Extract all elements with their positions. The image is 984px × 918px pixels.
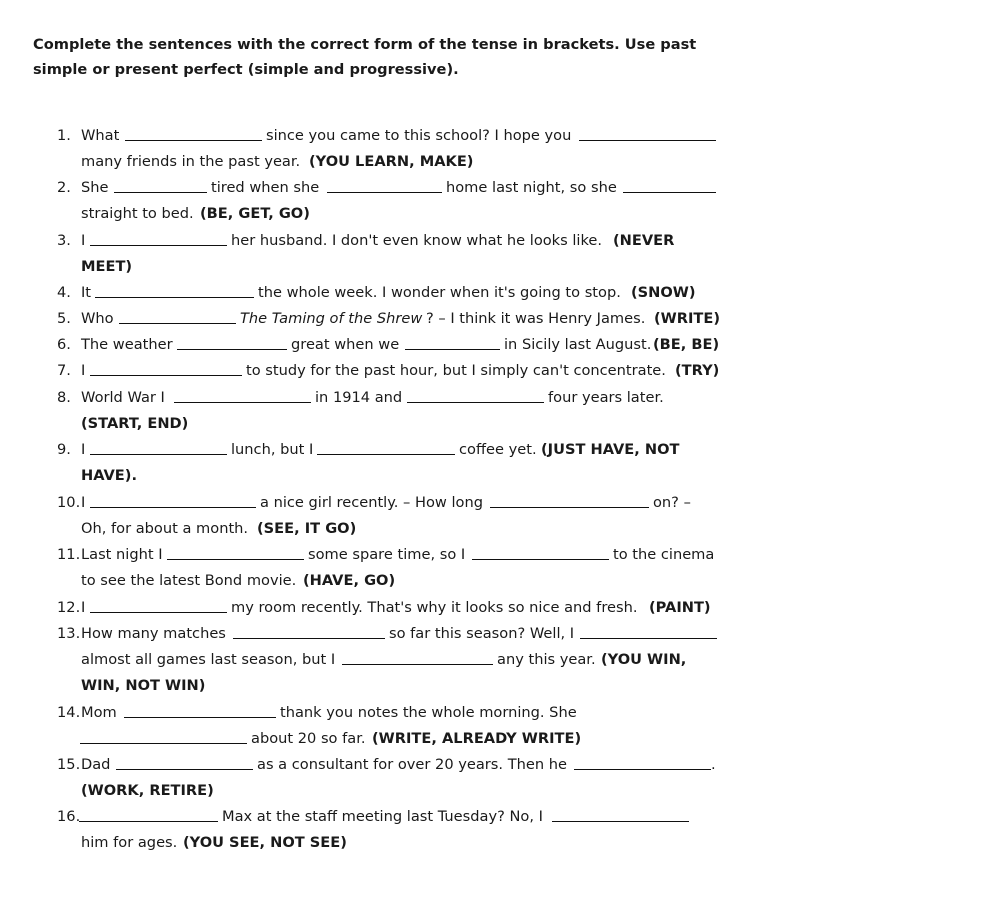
verb-hint: (NEVER <box>613 232 675 249</box>
sentence-text: in 1914 and <box>315 389 403 406</box>
item-number: 2. <box>57 179 71 196</box>
verb-hint: (SEE, IT GO) <box>257 520 357 537</box>
sentence-text: since you came to this school? I hope you <box>266 127 572 144</box>
verb-hint: (YOU LEARN, MAKE) <box>309 153 474 170</box>
sentence-text: to the cinema <box>613 546 715 563</box>
sentence-text: I <box>81 494 86 511</box>
answer-blank[interactable] <box>552 821 689 822</box>
verb-hint: (WRITE) <box>654 310 721 327</box>
verb-hint: WIN, NOT WIN) <box>81 677 206 694</box>
verb-hint: (START, END) <box>81 415 189 432</box>
sentence-text: her husband. I don't even know what he looks like. <box>231 232 603 249</box>
sentence-text: coffee yet. <box>459 441 537 458</box>
verb-hint: (YOU SEE, NOT SEE) <box>183 834 347 851</box>
sentence-text: almost all games last season, but I <box>81 651 336 668</box>
sentence-text: ? – I think it was Henry James. <box>426 310 646 327</box>
sentence-text: I <box>81 232 86 249</box>
sentence-text: to study for the past hour, but I simply can't concentrate. <box>246 362 666 379</box>
answer-blank[interactable] <box>342 664 493 665</box>
item-number: 3. <box>57 232 71 249</box>
verb-hint: (HAVE, GO) <box>303 572 396 589</box>
item-number: 8. <box>57 389 71 406</box>
sentence-text: on? – <box>653 494 691 511</box>
sentence-text: Dad <box>81 756 111 773</box>
answer-blank[interactable] <box>124 717 276 718</box>
answer-blank[interactable] <box>233 638 385 639</box>
instructions: Complete the sentences with the correct form of the tense in brackets. Use past simple or present perfect (simple and progressive). <box>33 36 697 78</box>
sentence-text: some spare time, so I <box>308 546 466 563</box>
answer-blank[interactable] <box>114 192 207 193</box>
verb-hint: (SNOW) <box>631 284 696 301</box>
item-number: 7. <box>57 362 71 379</box>
sentence-text: I <box>81 441 86 458</box>
sentence-text: tired when she <box>211 179 320 196</box>
sentence-text: straight to bed. <box>81 205 194 222</box>
answer-blank[interactable] <box>80 743 247 744</box>
sentence-text: him for ages. <box>81 834 178 851</box>
answer-blank[interactable] <box>90 245 227 246</box>
sentence-text: thank you notes the whole morning. She <box>280 704 577 721</box>
item-number: 9. <box>57 441 71 458</box>
verb-hint: (WORK, RETIRE) <box>81 782 214 799</box>
answer-blank[interactable] <box>90 375 242 376</box>
sentence-text: to see the latest Bond movie. <box>81 572 297 589</box>
verb-hint: (JUST HAVE, NOT <box>541 441 680 458</box>
answer-blank[interactable] <box>490 507 649 508</box>
item-number: 15. <box>57 756 81 773</box>
verb-hint: (YOU WIN, <box>601 651 687 668</box>
answer-blank[interactable] <box>125 140 262 141</box>
answer-blank[interactable] <box>116 769 253 770</box>
sentence-text: World War I <box>81 389 165 406</box>
sentence-text: any this year. <box>497 651 596 668</box>
sentence-text: great when we <box>291 336 400 353</box>
sentence-text: I <box>81 362 86 379</box>
item-number: 12. <box>57 599 81 616</box>
answer-blank[interactable] <box>579 140 716 141</box>
answer-blank[interactable] <box>580 638 717 639</box>
answer-blank[interactable] <box>623 192 716 193</box>
item-number: 10. <box>57 494 81 511</box>
answer-blank[interactable] <box>472 559 609 560</box>
sentence-text: Max at the staff meeting last Tuesday? No, I <box>222 808 543 825</box>
verb-hint: (BE, BE) <box>653 336 720 353</box>
item-number: 4. <box>57 284 71 301</box>
sentence-text: Who <box>81 310 114 327</box>
sentence-text: How many matches <box>81 625 226 642</box>
answer-blank[interactable] <box>90 454 227 455</box>
answer-blank[interactable] <box>79 821 218 822</box>
sentence-text: Mom <box>81 704 117 721</box>
answer-blank[interactable] <box>327 192 442 193</box>
verb-hint: (WRITE, ALREADY WRITE) <box>372 730 582 747</box>
answer-blank[interactable] <box>405 349 500 350</box>
sentence-text: the whole week. I wonder when it's going to stop. <box>258 284 621 301</box>
sentence-text: home last night, so she <box>446 179 617 196</box>
answer-blank[interactable] <box>90 507 256 508</box>
sentence-text: as a consultant for over 20 years. Then he <box>257 756 567 773</box>
answer-blank[interactable] <box>119 323 236 324</box>
verb-hint: (BE, GET, GO) <box>200 205 310 222</box>
sentence-text: She <box>81 179 109 196</box>
verb-hint: MEET) <box>81 258 133 275</box>
item-number: 13. <box>57 625 81 642</box>
answer-blank[interactable] <box>317 454 455 455</box>
book-title: The Taming of the Shrew <box>240 310 423 327</box>
sentence-text: I <box>81 599 86 616</box>
sentence-text: . <box>711 756 716 773</box>
answer-blank[interactable] <box>177 349 287 350</box>
sentence-text: about 20 so far. <box>251 730 366 747</box>
answer-blank[interactable] <box>95 297 254 298</box>
sentence-text: four years later. <box>548 389 664 406</box>
sentence-text: many friends in the past year. <box>81 153 301 170</box>
answer-blank[interactable] <box>574 769 711 770</box>
item-number: 5. <box>57 310 71 327</box>
item-number: 1. <box>57 127 71 144</box>
sentence-text: The weather <box>81 336 173 353</box>
sentence-text: It <box>81 284 92 301</box>
sentence-text: so far this season? Well, I <box>389 625 575 642</box>
sentence-text: What <box>81 127 120 144</box>
answer-blank[interactable] <box>167 559 304 560</box>
sentence-text: a nice girl recently. – How long <box>260 494 483 511</box>
answer-blank[interactable] <box>407 402 544 403</box>
item-number: 16. <box>57 808 81 825</box>
verb-hint: (TRY) <box>675 362 720 379</box>
sentence-text: lunch, but I <box>231 441 314 458</box>
item-number: 6. <box>57 336 71 353</box>
answer-blank[interactable] <box>174 402 311 403</box>
item-number: 11. <box>57 546 81 563</box>
sentence-text: in Sicily last August. <box>504 336 652 353</box>
verb-hint: HAVE). <box>81 467 137 484</box>
sentence-text: my room recently. That's why it looks so nice and fresh. <box>231 599 638 616</box>
item-number: 14. <box>57 704 81 721</box>
verb-hint: (PAINT) <box>649 599 711 616</box>
sentence-text: Last night I <box>81 546 163 563</box>
sentence-text: Oh, for about a month. <box>81 520 249 537</box>
answer-blank[interactable] <box>90 612 227 613</box>
